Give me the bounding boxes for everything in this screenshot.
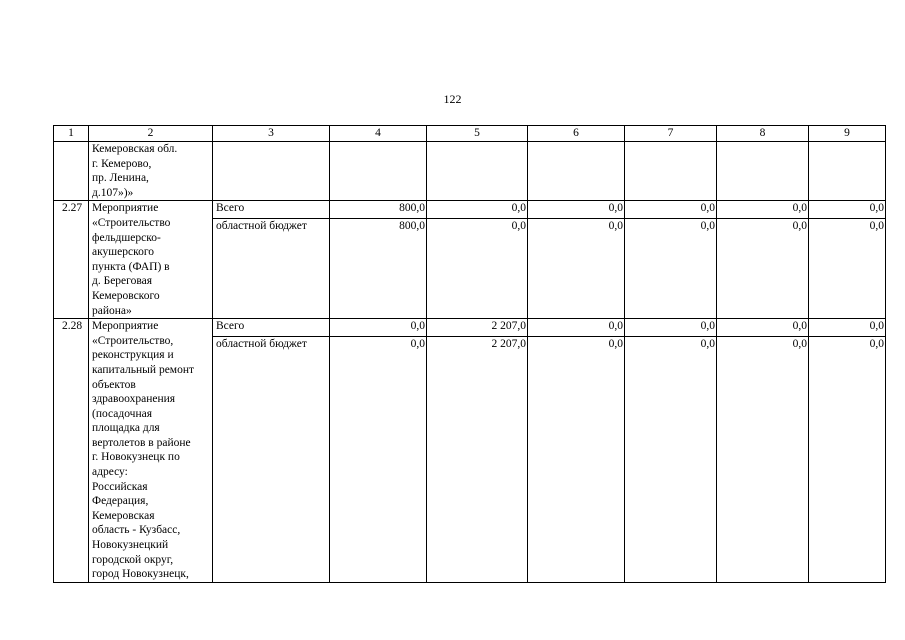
empty-cell (717, 142, 809, 201)
header-col-4: 4 (330, 126, 427, 142)
name-line: д. Береговая (92, 275, 153, 288)
name-line: город Новокузнецк, (92, 568, 189, 581)
row-name-cell (89, 201, 213, 319)
value-cell: 800,0 (330, 219, 427, 319)
value-cell: 0,0 (625, 336, 717, 582)
value-cell: 800,0 (330, 201, 427, 219)
source-label: областной бюджет (213, 336, 330, 582)
name-line: Новокузнецкий (92, 539, 169, 552)
value-cell: 0,0 (625, 319, 717, 337)
header-row (54, 126, 886, 142)
header-col-9: 9 (809, 126, 886, 142)
empty-cell (809, 142, 886, 201)
row-id: 2.27 (54, 201, 89, 319)
value-cell: 0,0 (330, 319, 427, 337)
name-line: область - Кузбасс, (92, 524, 181, 537)
name-line: акушерского (92, 246, 155, 259)
header-col-1: 1 (54, 126, 89, 142)
table-row-2-28-total (54, 319, 886, 337)
name-line: пр. Ленина, (92, 172, 149, 185)
header-col-5: 5 (427, 126, 528, 142)
value-cell: 2 207,0 (427, 319, 528, 337)
value-cell: 0,0 (809, 336, 886, 582)
name-line: Федерация, (92, 495, 149, 508)
name-line: здравоохранения (92, 393, 176, 406)
name-line: пункта (ФАП) в (92, 260, 170, 273)
name-line: Мероприятие (92, 320, 159, 333)
value-cell: 0,0 (717, 219, 809, 319)
table-row-2-27-total (54, 201, 886, 219)
value-cell: 0,0 (427, 219, 528, 319)
row-id: 2.28 (54, 319, 89, 583)
value-cell: 0,0 (809, 319, 886, 337)
empty-cell (213, 142, 330, 201)
page-number: 122 (443, 92, 462, 106)
continuation-id-cell (54, 142, 89, 201)
empty-cell (528, 142, 625, 201)
header-col-3: 3 (213, 126, 330, 142)
header-col-2: 2 (89, 126, 213, 142)
continuation-row (54, 142, 886, 201)
name-line: «Строительство (92, 216, 171, 229)
name-line: адресу: (92, 466, 128, 479)
value-cell: 0,0 (528, 201, 625, 219)
value-cell: 0,0 (330, 336, 427, 582)
name-line: г. Новокузнецк по (92, 451, 180, 464)
name-line: Российская (92, 480, 148, 493)
header-col-7: 7 (625, 126, 717, 142)
table-header (54, 126, 886, 142)
source-label: Всего (213, 201, 330, 219)
name-line: объектов (92, 378, 136, 391)
header-col-6: 6 (528, 126, 625, 142)
value-cell: 0,0 (625, 201, 717, 219)
value-cell: 0,0 (809, 201, 886, 219)
value-cell: 0,0 (717, 201, 809, 219)
name-line: Кемеровского (92, 289, 160, 302)
empty-cell (330, 142, 427, 201)
header-col-8: 8 (717, 126, 809, 142)
value-cell: 0,0 (717, 336, 809, 582)
value-cell: 0,0 (717, 319, 809, 337)
row-name-cell (89, 319, 213, 583)
name-line: Кемеровская обл. (92, 143, 178, 155)
continuation-name-cell (89, 142, 213, 201)
empty-cell (427, 142, 528, 201)
name-line: капитальный ремонт (92, 363, 195, 376)
name-line: фельдшерско- (92, 231, 161, 244)
value-cell: 0,0 (528, 219, 625, 319)
value-cell: 0,0 (809, 219, 886, 319)
value-cell: 0,0 (528, 319, 625, 337)
name-line: района» (92, 304, 132, 317)
name-line: Мероприятие (92, 202, 159, 215)
name-line: (посадочная (92, 407, 153, 420)
source-label: областной бюджет (213, 219, 330, 319)
name-line: площадка для (92, 422, 160, 435)
value-cell: 0,0 (427, 201, 528, 219)
name-line: вертолетов в районе (92, 436, 191, 449)
value-cell: 0,0 (528, 336, 625, 582)
name-line: г. Кемерово, (92, 157, 152, 170)
budget-table (53, 125, 886, 583)
name-line: реконструкция и (92, 349, 174, 362)
empty-cell (625, 142, 717, 201)
source-label: Всего (213, 319, 330, 337)
value-cell: 2 207,0 (427, 336, 528, 582)
name-line: городской округ, (92, 553, 174, 566)
value-cell: 0,0 (625, 219, 717, 319)
name-line: Кемеровская (92, 509, 155, 522)
name-line: д.107»)» (92, 186, 134, 199)
name-line: «Строительство, (92, 334, 174, 347)
